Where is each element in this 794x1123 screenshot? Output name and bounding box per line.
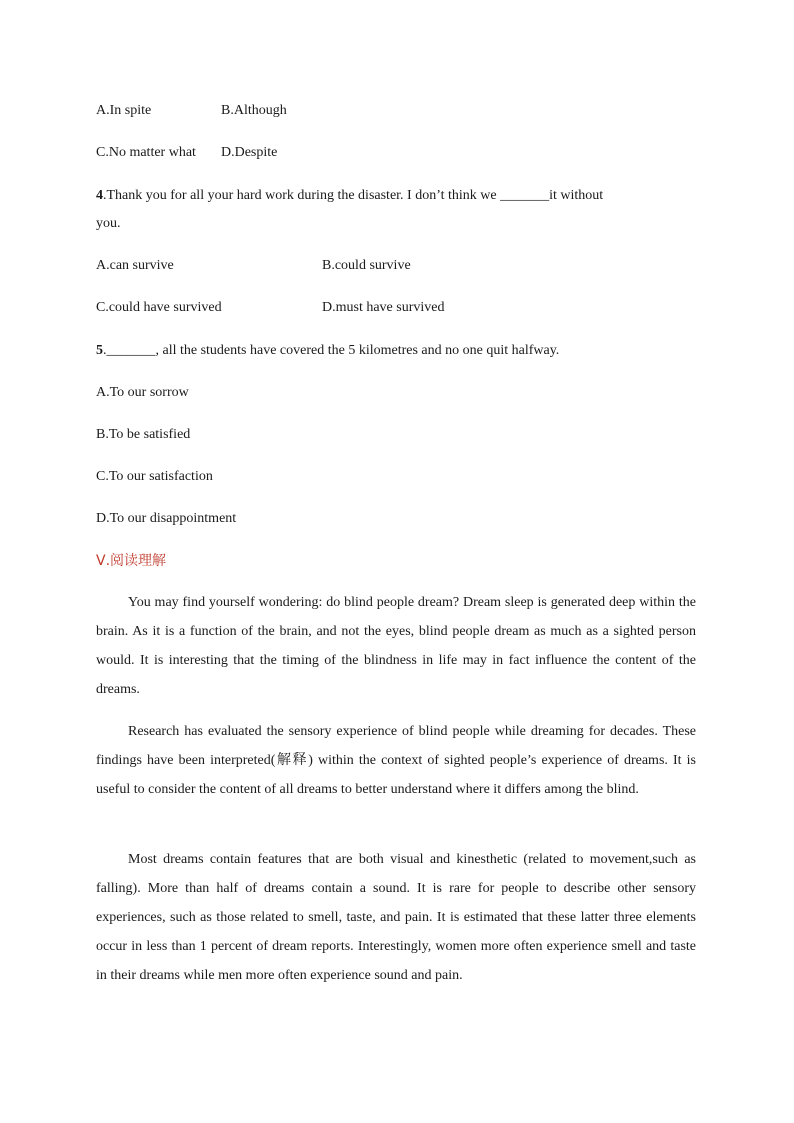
q5-stem-text: ._______, all the students have covered the 5 kilometres and no one quit halfway. bbox=[103, 343, 560, 358]
q4-stem-line2: you. bbox=[96, 216, 121, 231]
q3-option-a: A.In spite bbox=[96, 103, 152, 118]
passage-paragraph-3: Most dreams contain features that are both visual and kinesthetic (related to movement,such as falling). More than half of dreams contain a sound. It is rare for people to describe other sensory experiences, such as those related to smell, taste, and pain. It is estimated that these latter three elements occur in less than 1 percent of dream reports. Interestingly, women more often experience smell and taste in their dreams while men more often experience sound and pain. bbox=[96, 852, 696, 983]
passage-paragraph-2: Research has evaluated the sensory experience of blind people while dreaming for decades. These findings have been interpreted(解释) within the context of sighted people’s experience of dreams. It is useful to consider the content of all dreams to better understand where it differs among the blind. bbox=[96, 724, 696, 797]
q3-option-d: D.Despite bbox=[221, 145, 278, 160]
q5-option-d: D.To our disappointment bbox=[96, 511, 237, 526]
q4-option-c: C.could have survived bbox=[96, 300, 222, 315]
q4-stem bbox=[96, 187, 603, 205]
q4-option-d: D.must have survived bbox=[322, 300, 445, 315]
q5-option-a: A.To our sorrow bbox=[96, 385, 189, 400]
passage-paragraph-1: You may find yourself wondering: do blind people dream? Dream sleep is generated deep within the brain. As it is a function of the brain, and not the eyes, blind people dream as much as a sighted person would. It is interesting that the timing of the blindness in life may in fact influence the content of the dreams. bbox=[96, 595, 696, 697]
q5-option-c: C.To our satisfaction bbox=[96, 469, 213, 484]
q5-number: 5 bbox=[96, 343, 103, 358]
q4-option-a: A.can survive bbox=[96, 258, 174, 273]
q5-stem bbox=[96, 342, 559, 360]
section-title-reading: Ⅴ.阅读理解 bbox=[96, 553, 167, 569]
q4-option-b: B.could survive bbox=[322, 258, 411, 273]
q5-option-b: B.To be satisfied bbox=[96, 427, 191, 442]
q3-option-c: C.No matter what bbox=[96, 145, 196, 160]
q4-stem-line1: .Thank you for all your hard work during the disaster. I don’t think we _______it without bbox=[103, 188, 604, 203]
q4-number: 4 bbox=[96, 188, 103, 203]
q3-option-b: B.Although bbox=[221, 103, 287, 118]
